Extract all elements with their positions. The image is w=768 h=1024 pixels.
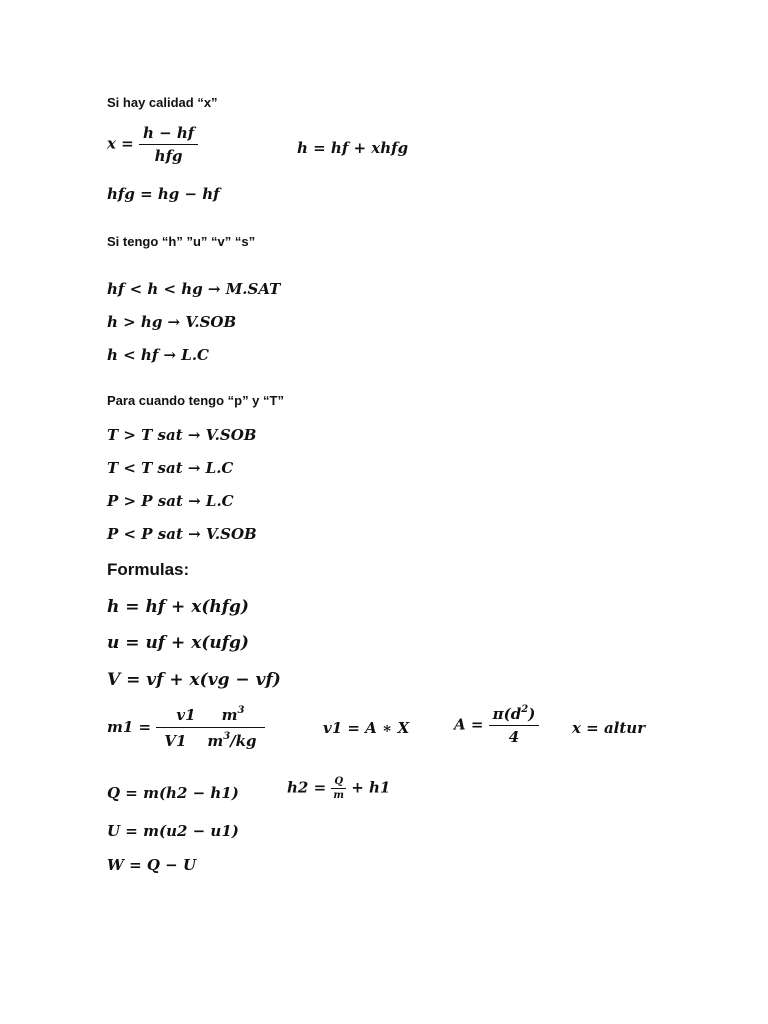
m1-lhs: m1 = — [107, 718, 152, 736]
formula-x-altur: x = altur — [572, 719, 646, 737]
hfg-equation: hfg = hg − hf — [107, 185, 220, 203]
t-rule-vsob: T > T sat → V.SOB — [107, 426, 257, 444]
formula-V: V = vf + x(vg − vf) — [107, 670, 281, 690]
m1-fraction — [156, 706, 264, 750]
h-rule-lc: h < hf → L.C — [107, 346, 209, 364]
h2-rhs: + h1 — [351, 778, 391, 797]
h2-numerator: Q — [331, 776, 346, 789]
x-fraction — [139, 124, 198, 165]
heading-pt: Para cuando tengo “p” y “T” — [107, 393, 284, 408]
m1-den-a: V1 — [164, 732, 187, 750]
m1-num-sup: 3 — [237, 705, 245, 716]
formula-h: h = hf + x(hfg) — [107, 597, 249, 617]
quality-x-equation — [107, 124, 198, 165]
m1-den-c: /kg — [230, 732, 257, 750]
A-lhs: A = — [454, 715, 484, 734]
h-rule-msat: hf < h < hg → M.SAT — [107, 280, 281, 298]
formula-m1 — [107, 706, 265, 750]
m1-num-b: m — [221, 706, 238, 724]
x-denominator: hfg — [154, 147, 183, 165]
m1-num-a: v1 — [176, 706, 196, 724]
h2-lhs: h2 = — [287, 778, 327, 797]
m1-denominator — [156, 728, 264, 750]
m1-numerator — [156, 706, 264, 728]
A-num: π(d — [492, 705, 522, 723]
formula-A — [454, 705, 539, 746]
formula-v1: v1 = A ∗ X — [323, 719, 410, 737]
A-numerator — [489, 705, 540, 726]
x-lhs: x = — [107, 134, 134, 153]
A-fraction — [489, 705, 540, 746]
p-rule-vsob: P < P sat → V.SOB — [107, 525, 257, 543]
m1-den-sup: 3 — [223, 731, 231, 742]
formula-u: u = uf + x(ufg) — [107, 633, 249, 653]
formula-Q: Q = m(h2 − h1) — [107, 784, 239, 802]
A-num-end: ) — [528, 705, 536, 723]
formula-U: U = m(u2 − u1) — [107, 822, 239, 840]
A-denominator: 4 — [508, 728, 520, 746]
formula-h2 — [287, 776, 390, 801]
t-rule-lc: T < T sat → L.C — [107, 459, 234, 477]
A-num-sup: 2 — [521, 704, 529, 715]
m1-den-b: m — [207, 732, 224, 750]
x-numerator: h − hf — [139, 124, 198, 145]
heading-props: Si tengo “h” ”u” “v” “s” — [107, 234, 256, 249]
h-from-quality-equation: h = hf + xhfg — [297, 139, 409, 157]
formula-W: W = Q − U — [107, 856, 197, 874]
heading-formulas: Formulas: — [107, 560, 190, 579]
h-rule-vsob: h > hg → V.SOB — [107, 313, 237, 331]
heading-quality: Si hay calidad “x” — [107, 95, 218, 110]
h2-denominator: m — [333, 790, 344, 801]
h2-fraction — [331, 776, 346, 801]
p-rule-lc: P > P sat → L.C — [107, 492, 234, 510]
